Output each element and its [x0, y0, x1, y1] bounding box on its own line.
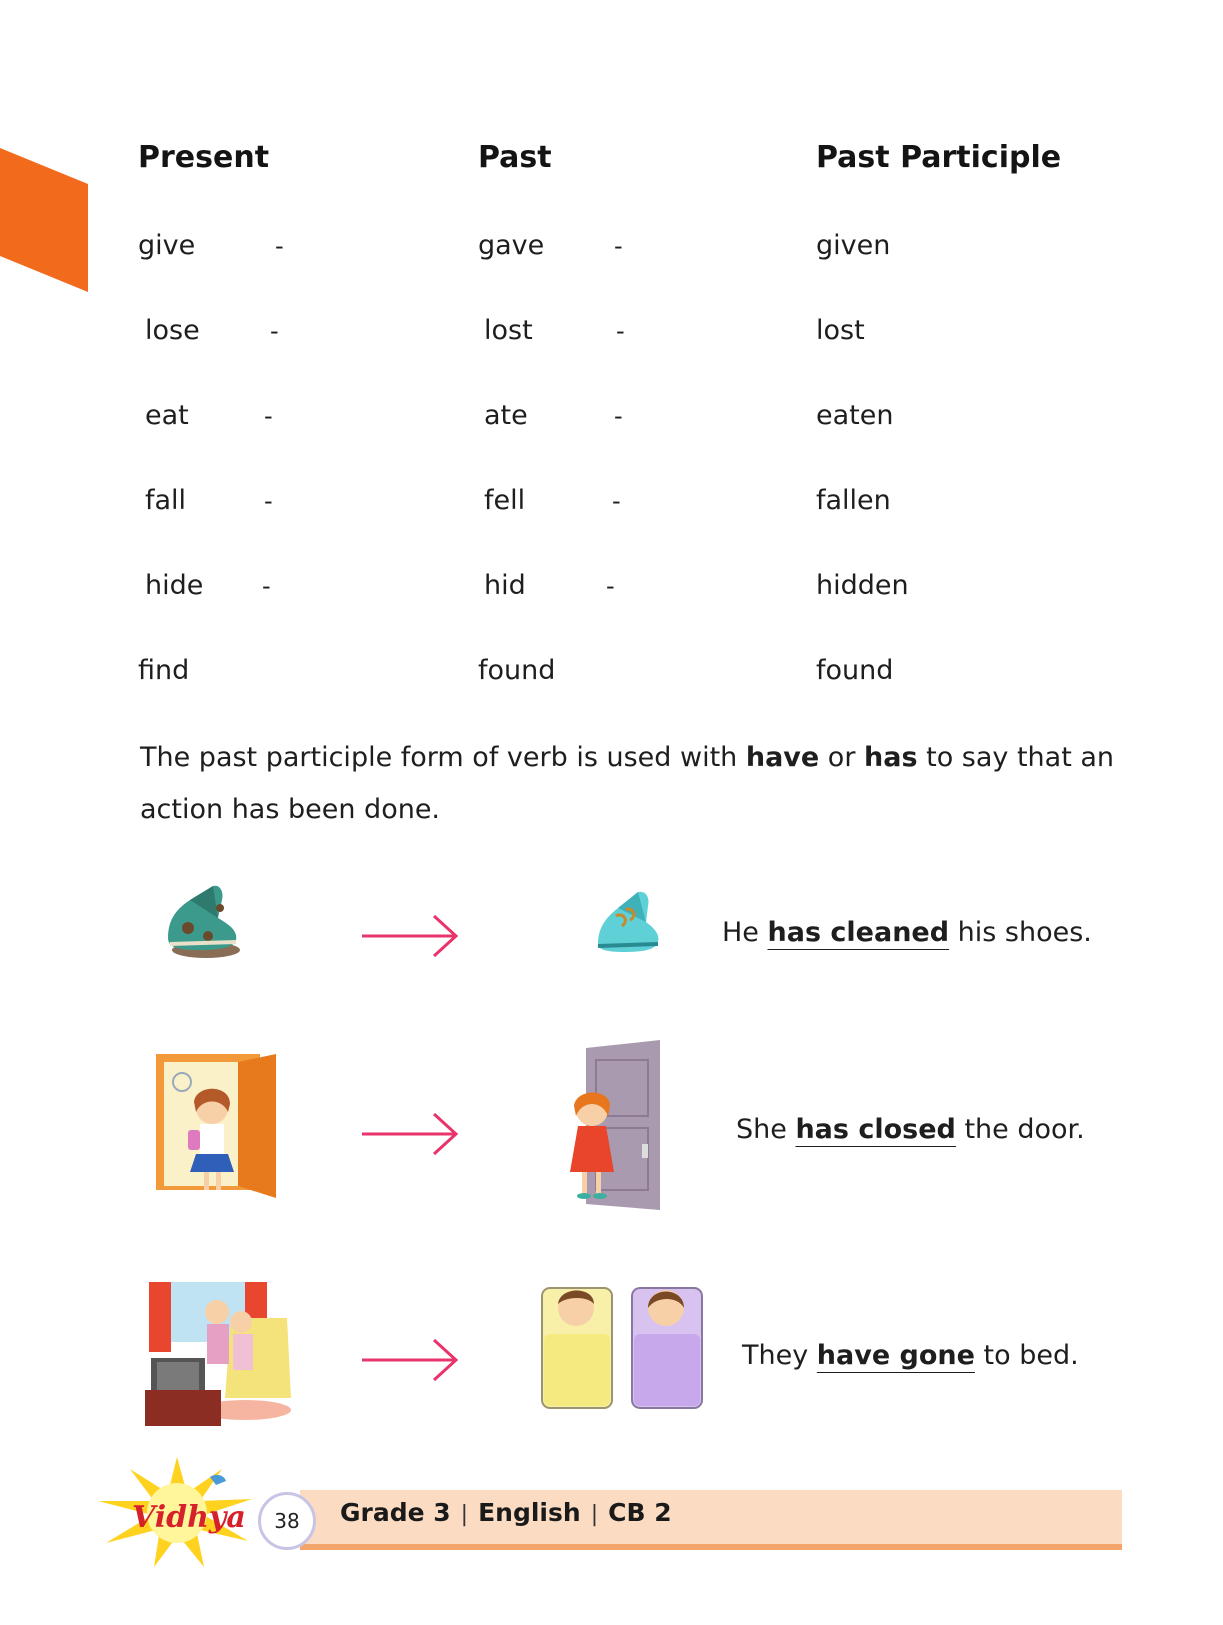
participle-cell: lost	[816, 315, 865, 346]
past-cell: gave	[478, 230, 545, 261]
present-cell: fall	[145, 485, 187, 516]
arrow-right-icon	[360, 912, 460, 960]
orange-side-tab	[0, 148, 88, 292]
example-sentence	[742, 1340, 1079, 1371]
participle-cell: given	[816, 230, 891, 261]
footer-breadcrumb	[340, 1498, 672, 1527]
footer-underline	[300, 1544, 1122, 1550]
clean-shoe-illustration	[592, 886, 664, 966]
past-cell: hid	[484, 570, 526, 601]
dash: -	[264, 487, 273, 515]
paragraph-bold-have: have	[745, 742, 820, 773]
sentence-text: He	[722, 917, 768, 948]
sentence-verb: has closed	[795, 1114, 956, 1145]
paragraph-text: to say that an action has been done.	[140, 742, 1115, 825]
sentence-text: his shoes.	[949, 917, 1092, 948]
past-cell: fell	[484, 485, 526, 516]
dash: -	[270, 317, 279, 345]
footer-subject: English	[478, 1498, 581, 1527]
page-number-badge	[258, 1492, 316, 1550]
sentence-verb: have gone	[816, 1340, 975, 1371]
header-past-participle: Past Participle	[816, 140, 1062, 175]
sentence-text: They	[742, 1340, 817, 1371]
present-cell: eat	[145, 400, 189, 431]
dash: -	[606, 572, 615, 600]
header-present: Present	[138, 140, 270, 175]
present-cell: find	[138, 655, 190, 686]
present-cell: lose	[145, 315, 200, 346]
vidhya-logo	[92, 1455, 262, 1570]
participle-cell: hidden	[816, 570, 909, 601]
paragraph-text: The past participle form of verb is used with	[140, 742, 746, 773]
present-cell: hide	[145, 570, 204, 601]
participle-cell: found	[816, 655, 894, 686]
sentence-text: to bed.	[974, 1340, 1079, 1371]
footer-separator: |	[590, 1502, 599, 1527]
dash: -	[614, 402, 623, 430]
footer-book: CB 2	[608, 1498, 672, 1527]
sentence-text: She	[736, 1114, 796, 1145]
sentence-text: the door.	[955, 1114, 1085, 1145]
footer-grade: Grade 3	[340, 1498, 451, 1527]
page-number: 38	[274, 1509, 300, 1533]
present-cell: give	[138, 230, 196, 261]
dash: -	[262, 572, 271, 600]
header-past: Past	[478, 140, 552, 175]
dash: -	[616, 317, 625, 345]
logo-text: Vidhya	[132, 1500, 246, 1535]
dash: -	[612, 487, 621, 515]
dash: -	[614, 232, 623, 260]
sentence-verb: has cleaned	[767, 917, 950, 948]
past-cell: found	[478, 655, 556, 686]
past-cell: ate	[484, 400, 528, 431]
explanation-paragraph	[140, 732, 1130, 836]
dirty-shoe-illustration	[158, 878, 248, 968]
footer-separator: |	[460, 1502, 469, 1527]
arrow-right-icon	[360, 1110, 460, 1158]
past-cell: lost	[484, 315, 533, 346]
dash: -	[275, 232, 284, 260]
arrow-right-icon	[360, 1336, 460, 1384]
girl-open-door-illustration	[152, 1050, 282, 1200]
girl-closed-door-illustration	[556, 1040, 666, 1210]
children-watching-tv-illustration	[145, 1278, 295, 1428]
example-sentence	[722, 917, 1092, 948]
participle-cell: eaten	[816, 400, 894, 431]
dash: -	[264, 402, 273, 430]
example-sentence	[736, 1114, 1085, 1145]
children-sleeping-illustration	[538, 1282, 708, 1412]
participle-cell: fallen	[816, 485, 891, 516]
paragraph-bold-has: has	[864, 742, 918, 773]
paragraph-text: or	[819, 742, 865, 773]
